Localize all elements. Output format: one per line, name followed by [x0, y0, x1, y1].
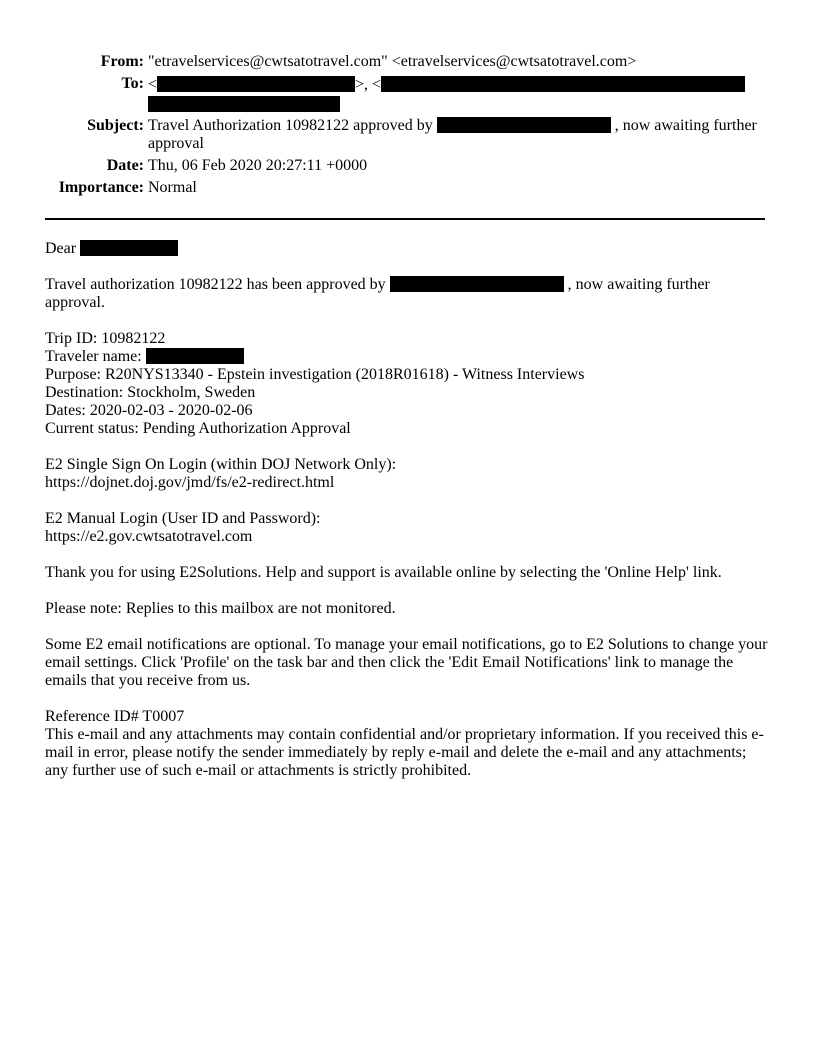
from-value: "etravelservices@cwtsatotravel.com" <etravelservices@cwtsatotravel.com>	[148, 53, 637, 70]
date-label: Date:	[106, 157, 144, 174]
greeting-paragraph	[45, 240, 773, 258]
subject-label: Subject:	[87, 117, 144, 134]
trip-status: Current status: Pending Authorization Approval	[45, 420, 351, 437]
to-value	[148, 75, 768, 115]
redaction-block	[148, 96, 340, 112]
date-value: Thu, 06 Feb 2020 20:27:11 +0000	[148, 157, 368, 174]
redaction-block	[437, 117, 611, 133]
importance-row	[0, 179, 816, 197]
manual-login-paragraph	[45, 510, 773, 546]
trip-id: Trip ID: 10982122	[45, 330, 166, 347]
trip-purpose: Purpose: R20NYS13340 - Epstein investigation (2018R01618) - Witness Interviews	[45, 366, 585, 383]
thanks-paragraph: Thank you for using E2Solutions. Help and support is available online by selecting the 'Online Help' link.	[45, 564, 722, 581]
to-row	[0, 75, 816, 115]
to-separator: >, <	[355, 76, 382, 93]
to-prefix: <	[148, 76, 158, 93]
subject-prefix: Travel Authorization 10982122 approved by	[148, 117, 433, 134]
manual-login-label: E2 Manual Login (User ID and Password):	[45, 510, 321, 527]
email-header	[0, 53, 816, 197]
importance-value: Normal	[148, 179, 197, 196]
optional-notifications-paragraph: Some E2 email notifications are optional. To manage your email notifications, go to E2 Solutions to change your email settings. Click 'Profile' on the task bar and then click the 'Edit Email Notifications' link to manage the emails that you receive from us.	[45, 636, 768, 689]
reference-paragraph	[45, 708, 773, 780]
manual-login-url: https://e2.gov.cwtsatotravel.com	[45, 528, 253, 545]
sso-label: E2 Single Sign On Login (within DOJ Network Only):	[45, 456, 397, 473]
sso-url: https://dojnet.doj.gov/jmd/fs/e2-redirect.html	[45, 474, 335, 491]
date-row	[0, 157, 816, 175]
note-paragraph: Please note: Replies to this mailbox are not monitored.	[45, 600, 396, 617]
sso-paragraph	[45, 456, 773, 492]
redaction-block	[80, 240, 178, 256]
subject-row	[0, 117, 816, 153]
to-label: To:	[121, 75, 144, 92]
importance-label: Importance:	[58, 179, 144, 196]
trip-destination: Destination: Stockholm, Sweden	[45, 384, 256, 401]
traveler-label: Traveler name:	[45, 348, 142, 365]
redaction-block	[146, 348, 244, 364]
redaction-block	[381, 76, 745, 92]
approval-paragraph	[45, 276, 773, 312]
traveler-name-line	[45, 348, 773, 366]
from-label: From:	[100, 53, 144, 70]
reference-id: Reference ID# T0007	[45, 708, 185, 725]
greeting-text: Dear	[45, 240, 77, 257]
subject-suffix: , now awaiting further approval	[148, 117, 757, 152]
approval-prefix: Travel authorization 10982122 has been approved by	[45, 276, 386, 293]
subject-value	[148, 117, 768, 153]
redaction-block	[157, 76, 355, 92]
from-row	[0, 53, 816, 71]
trip-dates: Dates: 2020-02-03 - 2020-02-06	[45, 402, 253, 419]
approval-suffix: , now awaiting further approval.	[45, 276, 710, 311]
trip-details	[45, 330, 773, 438]
disclaimer-text: This e-mail and any attachments may contain confidential and/or proprietary information. If you received this e-mail in error, please notify the sender immediately by reply e-mail and delete the e-mail and any attachments; any further use of such e-mail or attachments is strictly prohibited.	[45, 726, 764, 779]
redaction-block	[390, 276, 564, 292]
header-divider	[45, 218, 765, 220]
email-body	[45, 240, 773, 798]
